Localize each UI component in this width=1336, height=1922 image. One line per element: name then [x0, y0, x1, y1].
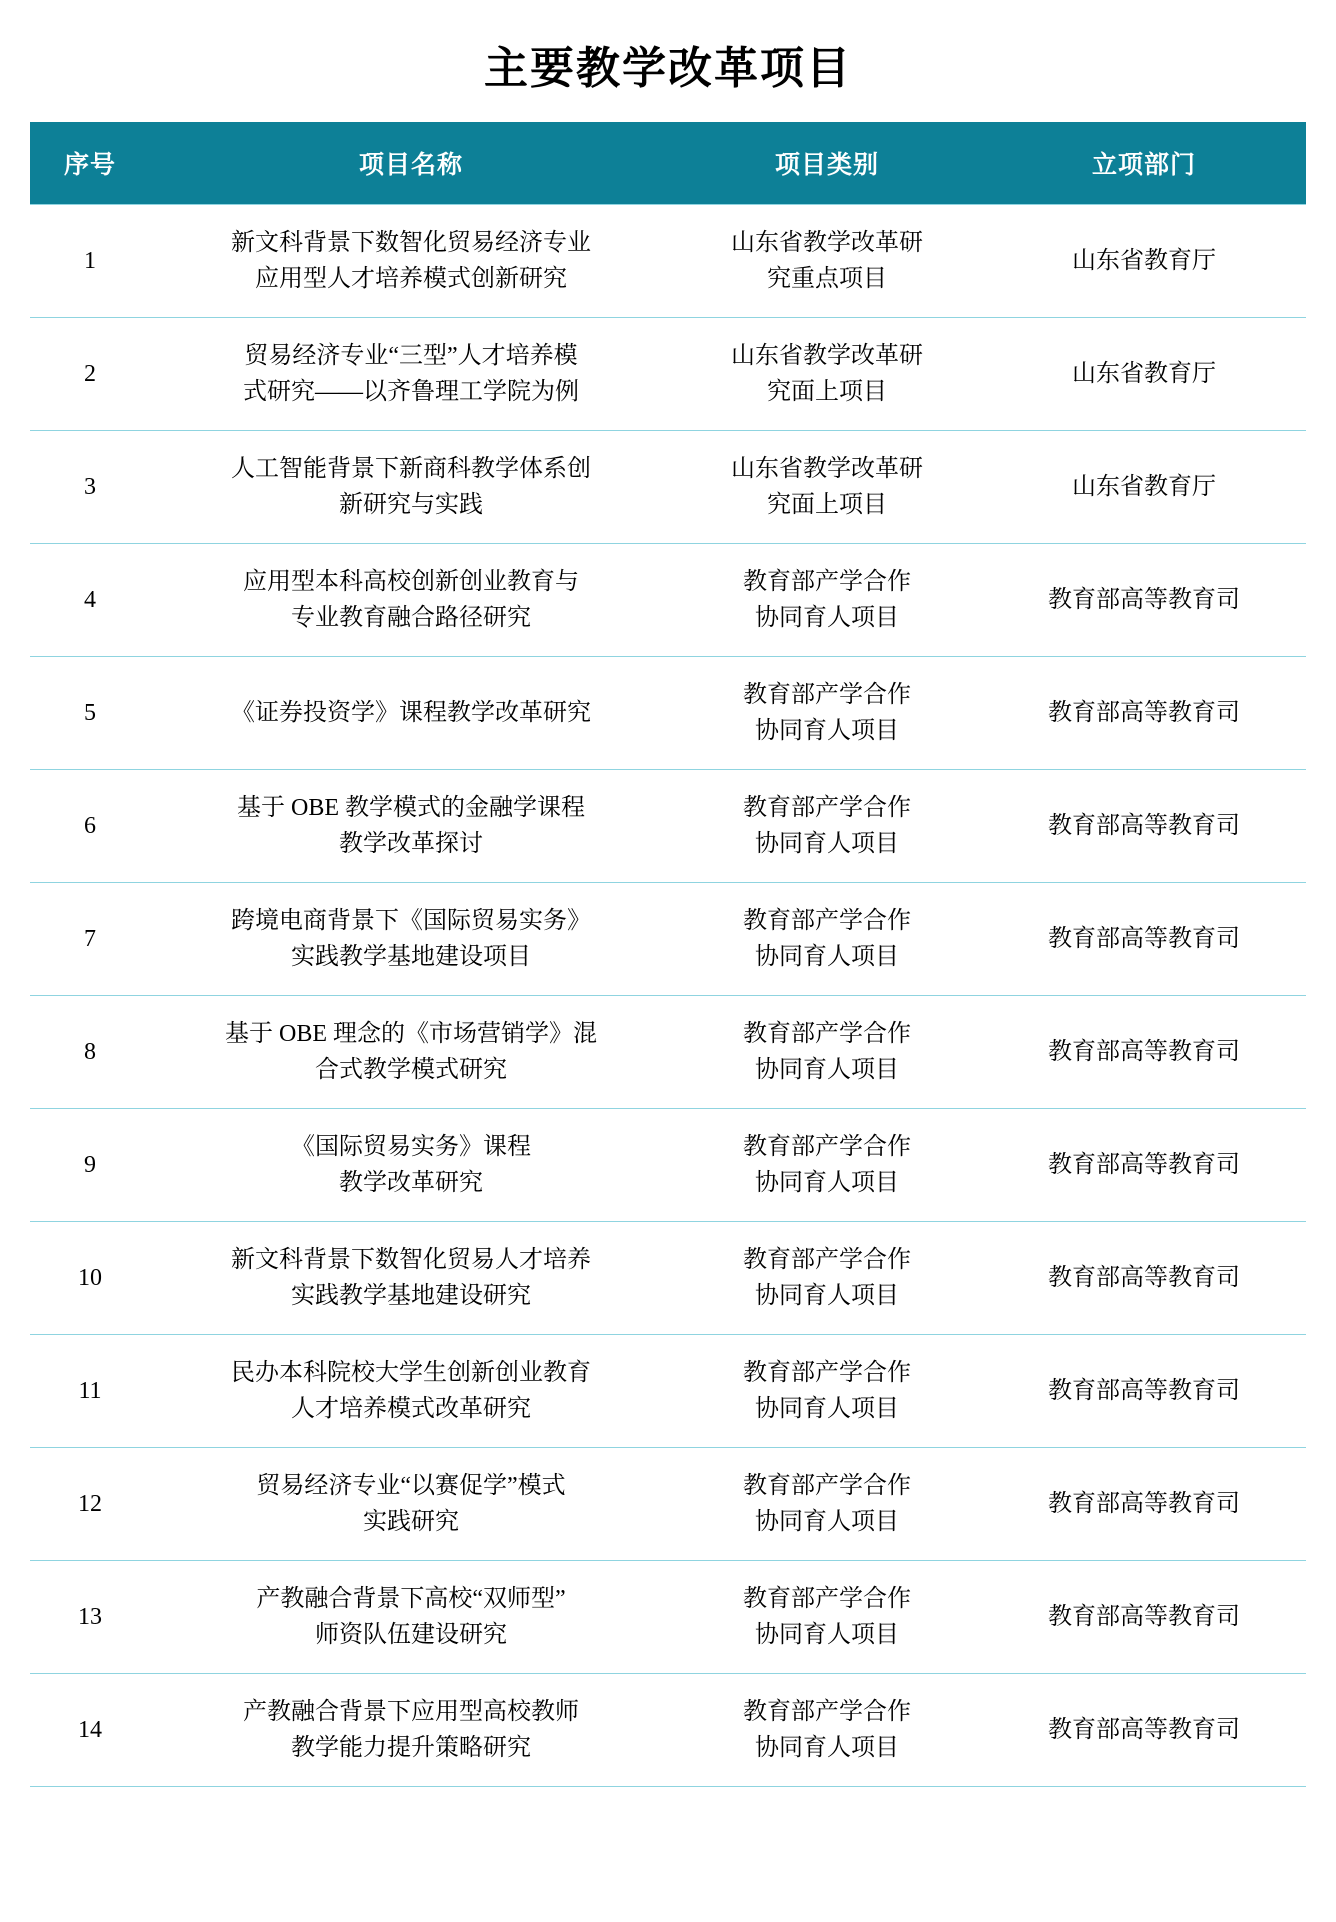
cell-index: 11 — [30, 1335, 150, 1448]
project-name-line: 式研究——以齐鲁理工学院为例 — [243, 379, 579, 405]
cell-project-type — [672, 318, 982, 431]
table-row — [30, 544, 1306, 657]
cell-project-type — [672, 544, 982, 657]
table-row — [30, 205, 1306, 318]
project-type-line: 协同育人项目 — [755, 1509, 899, 1535]
table-body — [30, 205, 1306, 1787]
cell-department: 教育部高等教育司 — [982, 883, 1306, 996]
table-row — [30, 1335, 1306, 1448]
cell-index: 13 — [30, 1561, 150, 1674]
cell-project-name — [150, 318, 672, 431]
project-type-line: 协同育人项目 — [755, 1057, 899, 1083]
table-row — [30, 1561, 1306, 1674]
project-name-line: 新文科背景下数智化贸易人才培养 — [231, 1247, 591, 1273]
cell-department: 教育部高等教育司 — [982, 1448, 1306, 1561]
cell-project-name — [150, 1335, 672, 1448]
project-name-line: 新研究与实践 — [339, 492, 483, 518]
project-type-line: 教育部产学合作 — [743, 1360, 911, 1386]
project-type-line: 教育部产学合作 — [743, 1699, 911, 1725]
project-name-line: 跨境电商背景下《国际贸易实务》 — [231, 908, 591, 934]
project-name-line: 应用型本科高校创新创业教育与 — [243, 569, 579, 595]
column-header-type: 项目类别 — [672, 122, 982, 205]
project-name-line: 产教融合背景下高校“双师型” — [256, 1586, 566, 1612]
page-title: 主要教学改革项目 — [484, 44, 852, 93]
cell-index: 10 — [30, 1222, 150, 1335]
project-name-line: 应用型人才培养模式创新研究 — [255, 266, 567, 292]
cell-project-name — [150, 996, 672, 1109]
table-row — [30, 1448, 1306, 1561]
column-header-name: 项目名称 — [150, 122, 672, 205]
table-header-row — [30, 122, 1306, 205]
cell-project-type — [672, 1222, 982, 1335]
cell-project-type — [672, 205, 982, 318]
project-type-line: 山东省教学改革研 — [731, 230, 923, 256]
cell-project-name — [150, 431, 672, 544]
cell-index: 8 — [30, 996, 150, 1109]
project-type-line: 究面上项目 — [767, 492, 887, 518]
cell-department: 教育部高等教育司 — [982, 544, 1306, 657]
table-row — [30, 657, 1306, 770]
table-row — [30, 318, 1306, 431]
cell-index: 6 — [30, 770, 150, 883]
cell-department: 教育部高等教育司 — [982, 1674, 1306, 1787]
projects-table — [30, 122, 1306, 1787]
cell-index: 9 — [30, 1109, 150, 1222]
cell-project-type — [672, 770, 982, 883]
cell-project-name — [150, 1109, 672, 1222]
cell-department: 山东省教育厅 — [982, 205, 1306, 318]
table-row — [30, 1109, 1306, 1222]
cell-index: 4 — [30, 544, 150, 657]
project-type-line: 教育部产学合作 — [743, 795, 911, 821]
column-header-department: 立项部门 — [982, 122, 1306, 205]
project-name-line: 民办本科院校大学生创新创业教育 — [231, 1360, 591, 1386]
project-type-line: 协同育人项目 — [755, 831, 899, 857]
cell-department: 教育部高等教育司 — [982, 1335, 1306, 1448]
column-header-index: 序号 — [30, 122, 150, 205]
project-name-line: 实践教学基地建设研究 — [291, 1283, 531, 1309]
cell-index: 12 — [30, 1448, 150, 1561]
project-type-line: 山东省教学改革研 — [731, 343, 923, 369]
cell-project-type — [672, 431, 982, 544]
project-name-line: 基于 OBE 教学模式的金融学课程 — [237, 795, 585, 821]
project-name-line: 贸易经济专业“三型”人才培养模 — [244, 343, 578, 369]
project-name-line: 师资队伍建设研究 — [315, 1622, 507, 1648]
cell-project-type — [672, 1448, 982, 1561]
project-name-line: 专业教育融合路径研究 — [291, 605, 531, 631]
project-name-line: 教学能力提升策略研究 — [291, 1735, 531, 1761]
project-type-line: 协同育人项目 — [755, 944, 899, 970]
project-type-line: 教育部产学合作 — [743, 1021, 911, 1047]
project-name-line: 人工智能背景下新商科教学体系创 — [231, 456, 591, 482]
table-row — [30, 1674, 1306, 1787]
cell-project-type — [672, 1109, 982, 1222]
project-type-line: 协同育人项目 — [755, 1735, 899, 1761]
cell-department: 教育部高等教育司 — [982, 1222, 1306, 1335]
cell-project-type — [672, 1335, 982, 1448]
project-name-line: 教学改革探讨 — [339, 831, 483, 857]
project-type-line: 协同育人项目 — [755, 1622, 899, 1648]
table-row — [30, 770, 1306, 883]
cell-index: 2 — [30, 318, 150, 431]
page-bottom-rule — [0, 1807, 1336, 1808]
project-type-line: 协同育人项目 — [755, 718, 899, 744]
cell-index: 7 — [30, 883, 150, 996]
cell-project-type — [672, 1674, 982, 1787]
cell-department: 山东省教育厅 — [982, 318, 1306, 431]
project-type-line: 教育部产学合作 — [743, 569, 911, 595]
table-row — [30, 883, 1306, 996]
cell-department: 教育部高等教育司 — [982, 1561, 1306, 1674]
cell-project-name — [150, 883, 672, 996]
cell-project-name — [150, 1448, 672, 1561]
project-name-line: 新文科背景下数智化贸易经济专业 — [231, 230, 591, 256]
cell-project-name — [150, 544, 672, 657]
cell-project-type — [672, 883, 982, 996]
cell-index: 3 — [30, 431, 150, 544]
cell-department: 教育部高等教育司 — [982, 996, 1306, 1109]
table-row — [30, 431, 1306, 544]
cell-project-type — [672, 657, 982, 770]
cell-index: 1 — [30, 205, 150, 318]
project-name-line: 基于 OBE 理念的《市场营销学》混 — [225, 1021, 597, 1047]
cell-department: 山东省教育厅 — [982, 431, 1306, 544]
cell-project-name — [150, 657, 672, 770]
cell-department: 教育部高等教育司 — [982, 1109, 1306, 1222]
cell-department: 教育部高等教育司 — [982, 657, 1306, 770]
cell-index: 5 — [30, 657, 150, 770]
cell-project-type — [672, 1561, 982, 1674]
project-type-line: 究重点项目 — [767, 266, 887, 292]
project-type-line: 教育部产学合作 — [743, 682, 911, 708]
project-type-line: 协同育人项目 — [755, 1283, 899, 1309]
cell-project-name — [150, 1674, 672, 1787]
project-name-line: 人才培养模式改革研究 — [291, 1396, 531, 1422]
project-type-line: 协同育人项目 — [755, 1396, 899, 1422]
project-name-line: 产教融合背景下应用型高校教师 — [243, 1699, 579, 1725]
table-container — [0, 122, 1336, 1807]
cell-project-name — [150, 770, 672, 883]
cell-index: 14 — [30, 1674, 150, 1787]
project-name-line: 贸易经济专业“以赛促学”模式 — [256, 1473, 566, 1499]
project-type-line: 究面上项目 — [767, 379, 887, 405]
project-type-line: 教育部产学合作 — [743, 1247, 911, 1273]
project-type-line: 协同育人项目 — [755, 1170, 899, 1196]
project-type-line: 协同育人项目 — [755, 605, 899, 631]
project-name-line: 实践研究 — [363, 1509, 459, 1535]
project-name-line: 《证券投资学》课程教学改革研究 — [231, 700, 591, 726]
project-type-line: 教育部产学合作 — [743, 1473, 911, 1499]
cell-project-type — [672, 996, 982, 1109]
cell-project-name — [150, 205, 672, 318]
table-row — [30, 1222, 1306, 1335]
table-header — [30, 122, 1306, 205]
cell-department: 教育部高等教育司 — [982, 770, 1306, 883]
project-type-line: 山东省教学改革研 — [731, 456, 923, 482]
cell-project-name — [150, 1222, 672, 1335]
project-type-line: 教育部产学合作 — [743, 908, 911, 934]
project-type-line: 教育部产学合作 — [743, 1134, 911, 1160]
project-type-line: 教育部产学合作 — [743, 1586, 911, 1612]
project-name-line: 合式教学模式研究 — [315, 1057, 507, 1083]
table-row — [30, 996, 1306, 1109]
project-name-line: 《国际贸易实务》课程 — [291, 1134, 531, 1160]
cell-project-name — [150, 1561, 672, 1674]
project-name-line: 教学改革研究 — [339, 1170, 483, 1196]
project-name-line: 实践教学基地建设项目 — [291, 944, 531, 970]
